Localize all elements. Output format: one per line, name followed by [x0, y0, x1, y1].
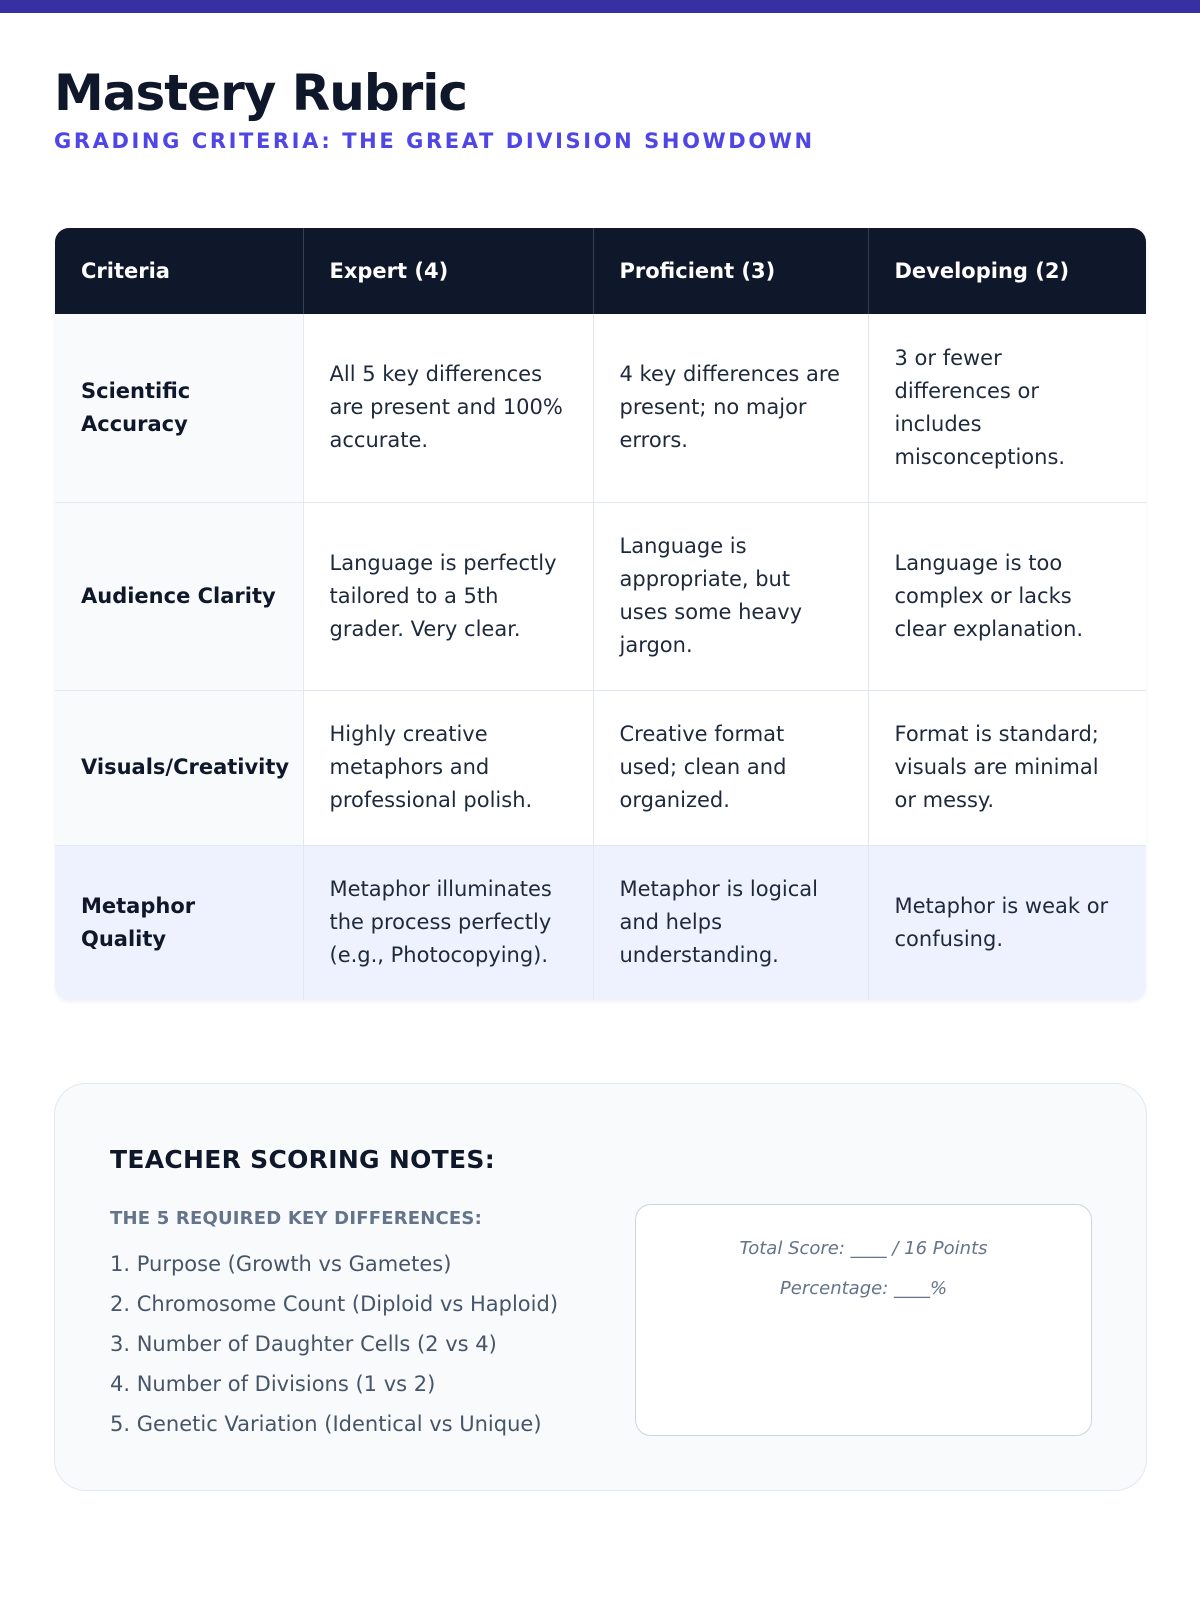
table-row	[55, 314, 1146, 502]
table-row-highlighted	[55, 845, 1146, 1000]
column-header-proficient: Proficient (3)	[593, 228, 868, 314]
proficient-cell: 4 key differences are present; no major errors.	[593, 314, 868, 502]
developing-cell: Language is too complex or lacks clear explanation.	[868, 502, 1146, 690]
criteria-cell: Metaphor Quality	[55, 845, 303, 1000]
developing-cell: Format is standard; visuals are minimal or messy.	[868, 690, 1146, 845]
column-header-criteria: Criteria	[55, 228, 303, 314]
expert-cell: All 5 key differences are present and 100% accurate.	[303, 314, 593, 502]
column-header-developing: Developing (2)	[894, 259, 1070, 283]
notes-list-label: THE 5 REQUIRED KEY DIFFERENCES:	[110, 1208, 482, 1229]
expert-cell: Metaphor illuminates the process perfectly (e.g., Photocopying).	[303, 845, 593, 1000]
key-differences-list	[110, 1248, 558, 1448]
notes-title: TEACHER SCORING NOTES:	[110, 1145, 495, 1174]
proficient-cell: Language is appropriate, but uses some heavy jargon.	[593, 502, 868, 690]
percentage-line: Percentage: ____%	[779, 1278, 948, 1299]
criteria-cell: Scientific Accuracy	[55, 314, 303, 502]
score-box	[635, 1204, 1092, 1436]
developing-cell: Metaphor is weak or confusing.	[868, 845, 1146, 1000]
proficient-cell: Metaphor is logical and helps understanding.	[593, 845, 868, 1000]
page-subtitle: GRADING CRITERIA: THE GREAT DIVISION SHOWDOWN	[54, 129, 815, 153]
top-accent-bar	[0, 0, 1200, 13]
expert-cell: Language is perfectly tailored to a 5th grader. Very clear.	[303, 502, 593, 690]
developing-cell: 3 or fewer differences or includes misconceptions.	[868, 314, 1146, 502]
criteria-cell: Visuals/Creativity	[55, 690, 303, 845]
total-score-line: Total Score: ____ / 16 Points	[739, 1238, 988, 1259]
teacher-notes-panel	[54, 1083, 1147, 1491]
expert-cell: Highly creative metaphors and professional polish.	[303, 690, 593, 845]
criteria-cell: Audience Clarity	[55, 502, 303, 690]
list-item: 1. Purpose (Growth vs Gametes)	[110, 1252, 452, 1276]
list-item: 5. Genetic Variation (Identical vs Unique)	[110, 1412, 542, 1436]
proficient-cell: Creative format used; clean and organized.	[593, 690, 868, 845]
table-row	[55, 502, 1146, 690]
list-item: 3. Number of Daughter Cells (2 vs 4)	[110, 1332, 497, 1356]
page-title: Mastery Rubric	[54, 64, 468, 122]
list-item: 4. Number of Divisions (1 vs 2)	[110, 1372, 436, 1396]
rubric-header-row	[55, 228, 1146, 314]
rubric-table	[55, 228, 1146, 1000]
column-header-expert: Expert (4)	[303, 228, 593, 314]
table-row	[55, 690, 1146, 845]
list-item: 2. Chromosome Count (Diploid vs Haploid)	[110, 1292, 559, 1316]
